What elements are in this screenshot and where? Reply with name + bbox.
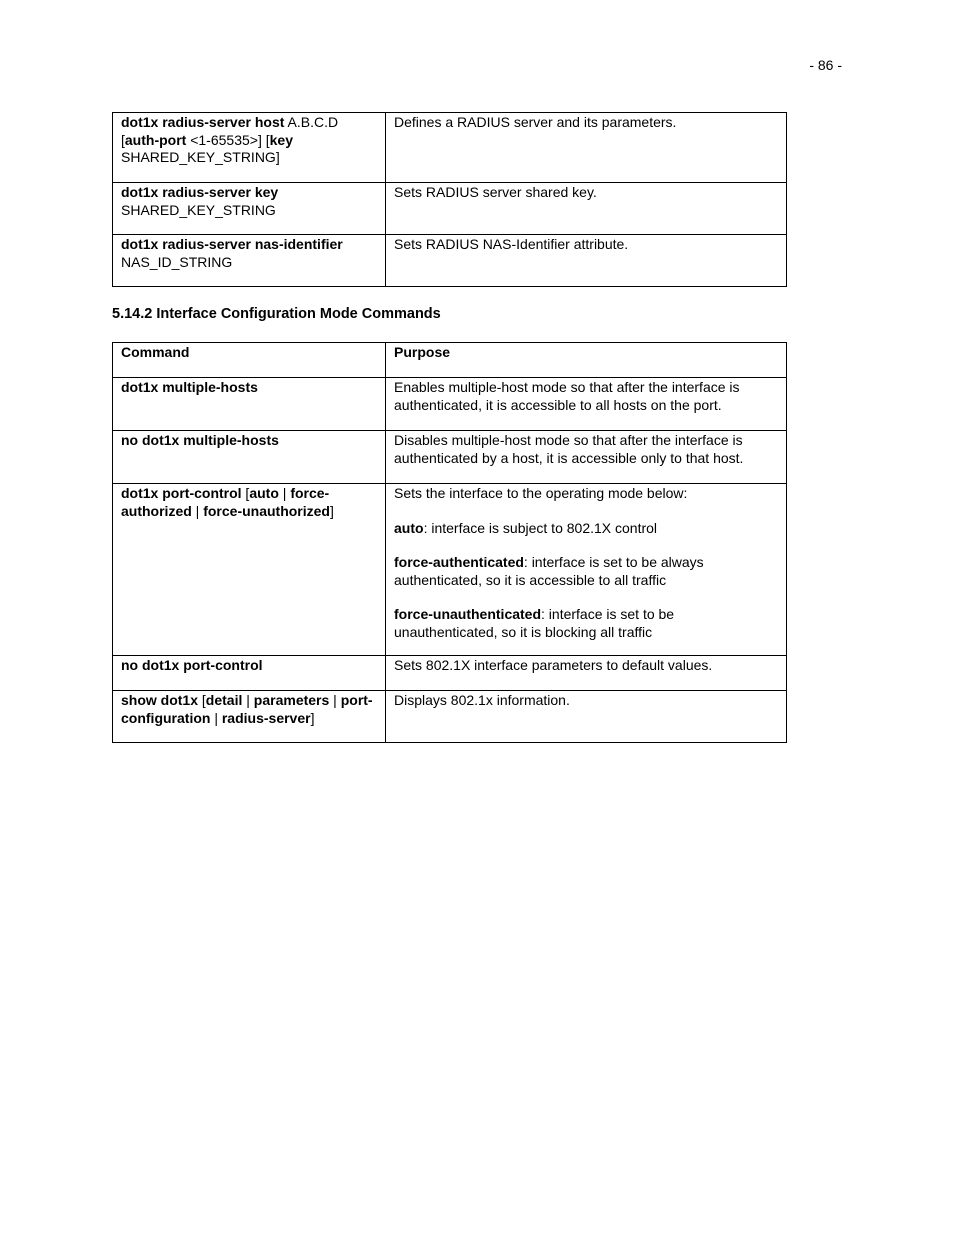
command-argument: |: [210, 709, 222, 726]
command-argument: Sets 802.1X interface parameters to default values.: [394, 657, 713, 673]
command-keyword: force-authorized: [121, 485, 330, 519]
command-cell: [113, 378, 386, 431]
purpose-paragraph: [394, 114, 778, 132]
command-keyword: show dot1x: [121, 692, 199, 708]
table-row: [113, 431, 787, 484]
command-keyword: detail: [205, 692, 243, 708]
interface-commands-table-body: [113, 343, 787, 743]
command-argument: [: [241, 485, 250, 501]
purpose-paragraph: [394, 184, 778, 202]
purpose-paragraph: [394, 485, 778, 503]
command-argument: Sets RADIUS NAS-Identifier attribute.: [394, 236, 629, 252]
command-argument: |: [278, 485, 291, 501]
purpose-cell: [386, 113, 787, 183]
command-cell: [113, 113, 386, 183]
table-row: [113, 113, 787, 183]
command-argument: |: [329, 692, 341, 708]
purpose-cell: [386, 183, 787, 235]
command-argument: NAS_ID_STRING: [121, 253, 233, 270]
header-command-label: Command: [121, 344, 190, 360]
command-argument: : interface is set to be always authenticated, so it is accessible to all traffic: [394, 554, 704, 588]
purpose-paragraph: [394, 379, 778, 414]
command-keyword: no dot1x multiple-hosts: [121, 432, 279, 448]
command-argument: A.B.C.D: [284, 114, 339, 130]
command-argument: |: [191, 502, 204, 519]
command-keyword: force-unauthorized: [203, 502, 330, 519]
page-number: - 86 -: [809, 57, 842, 73]
command-argument: : interface is set to be unauthenticated, so it is blocking all traffic: [394, 606, 675, 640]
interface-commands-table: [112, 342, 787, 743]
table-row: [113, 656, 787, 691]
command-argument: [: [198, 692, 206, 708]
header-purpose-label: Purpose: [394, 344, 451, 360]
command-keyword: dot1x radius-server host: [121, 114, 285, 130]
section-heading: 5.14.2 Interface Configuration Mode Commands: [112, 306, 441, 322]
command-argument: ]: [329, 502, 334, 519]
purpose-cell: [386, 484, 787, 656]
purpose-cell: [386, 235, 787, 287]
purpose-cell: [386, 656, 787, 691]
purpose-paragraph: [394, 432, 778, 467]
command-keyword: force-unauthenticated: [394, 606, 542, 622]
command-keyword: no dot1x port-control: [121, 657, 263, 673]
command-argument: Sets the interface to the operating mode below:: [394, 485, 688, 501]
command-keyword: radius-server: [221, 709, 311, 726]
table-row: [113, 484, 787, 656]
command-cell: [113, 431, 386, 484]
table-header-row: [113, 343, 787, 378]
command-keyword: dot1x port-control: [121, 485, 242, 501]
paragraph-gap: [394, 503, 778, 520]
command-keyword: key: [269, 131, 293, 148]
radius-commands-table: [112, 112, 787, 287]
command-argument: ]: [310, 709, 315, 726]
table-row: [113, 235, 787, 287]
purpose-paragraph: [394, 520, 778, 538]
paragraph-gap: [394, 589, 778, 606]
radius-commands-table-body: [113, 113, 787, 287]
purpose-paragraph: [394, 692, 778, 710]
command-keyword: auto: [394, 519, 424, 536]
table-row: [113, 691, 787, 743]
command-keyword: dot1x radius-server key: [121, 184, 279, 200]
purpose-paragraph: [394, 236, 778, 254]
command-cell: [113, 183, 386, 235]
table-row: [113, 183, 787, 235]
command-argument: Disables multiple-host mode so that after the interface is authenticated by a host, it is accessible only to that host.: [394, 432, 744, 466]
command-keyword: dot1x multiple-hosts: [121, 379, 258, 395]
command-cell: [113, 484, 386, 656]
paragraph-gap: [394, 537, 778, 554]
purpose-cell: [386, 431, 787, 484]
header-purpose: [386, 343, 787, 378]
purpose-paragraph: [394, 554, 778, 589]
purpose-paragraph: [394, 606, 778, 641]
command-argument: <1-65535>] [: [186, 131, 270, 148]
header-command: [113, 343, 386, 378]
command-cell: [113, 235, 386, 287]
command-keyword: auto: [249, 485, 279, 501]
command-argument: SHARED_KEY_STRING]: [121, 149, 280, 165]
command-argument: Defines a RADIUS server and its parameters.: [394, 114, 677, 130]
purpose-cell: [386, 691, 787, 743]
command-cell: [113, 691, 386, 743]
command-argument: Sets RADIUS server shared key.: [394, 184, 597, 200]
command-keyword: auth-port: [124, 131, 187, 148]
table-row: [113, 378, 787, 431]
command-argument: [: [121, 131, 125, 148]
command-cell: [113, 656, 386, 691]
command-argument: |: [242, 692, 254, 708]
command-keyword: dot1x radius-server nas-identifier: [121, 236, 343, 252]
command-keyword: parameters: [253, 692, 330, 708]
command-keyword: force-authenticated: [394, 554, 524, 570]
purpose-cell: [386, 378, 787, 431]
command-argument: SHARED_KEY_STRING: [121, 201, 276, 218]
purpose-paragraph: [394, 657, 778, 675]
command-argument: Enables multiple-host mode so that after the interface is authenticated, it is accessible to all hosts on the port.: [394, 379, 740, 413]
command-argument: : interface is subject to 802.1X control: [423, 519, 658, 536]
command-keyword: port-configuration: [121, 692, 373, 726]
command-argument: Displays 802.1x information.: [394, 692, 570, 708]
